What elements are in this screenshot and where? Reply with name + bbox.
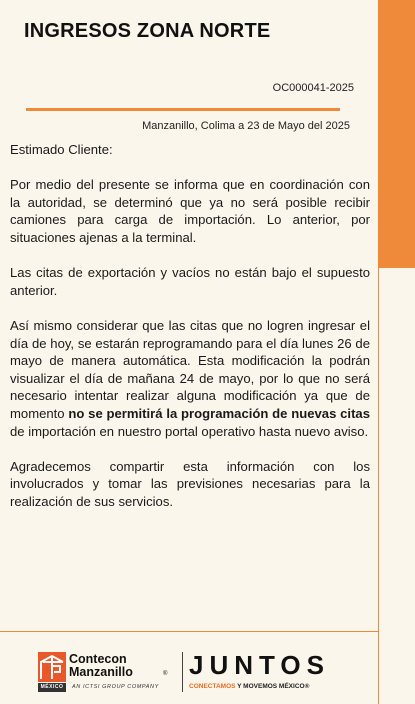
- right-accent-bar: [378, 0, 415, 268]
- juntos-tagline: [189, 683, 309, 690]
- logo-divider: [182, 652, 183, 692]
- header-rule: [26, 108, 340, 111]
- paragraph-3-end: de importación en nuestro portal operativo hasta nuevo aviso.: [10, 423, 369, 439]
- paragraph-3-bold: no se permitirá la programación de nuevas citas: [68, 405, 370, 421]
- footer-rule: [0, 631, 378, 632]
- logo-name-line1: Contecon: [69, 652, 127, 666]
- page-title: INGRESOS ZONA NORTE: [24, 20, 271, 42]
- right-accent-line: [378, 268, 379, 704]
- paragraph-1: Por medio del presente se informa que en coordinación con la autoridad, se determinó que ya no será posible recibir camiones para carga de importación. Lo anterior, por situaciones ajenas a la terminal.: [10, 177, 370, 245]
- juntos-tag-orange: CONECTAMOS: [189, 683, 236, 690]
- juntos-registered-mark: ®: [304, 683, 310, 690]
- greeting: Estimado Cliente:: [10, 142, 113, 157]
- logo-name-line2: Manzanillo: [69, 665, 133, 679]
- letter-body: [10, 141, 370, 528]
- paragraph-2: Las citas de exportación y vacíos no están bajo el supuesto anterior.: [10, 265, 370, 298]
- logo-registered-mark: ®: [163, 671, 168, 677]
- place-date: Manzanillo, Colima a 23 de Mayo del 2025: [142, 120, 350, 132]
- juntos-tag-dark: Y MOVEMOS MÉXICO: [235, 683, 305, 690]
- logo-country: MÉXICO: [38, 683, 66, 692]
- reference-number: OC000041-2025: [272, 82, 354, 94]
- paragraph-3: [10, 317, 370, 440]
- contecon-logo: [38, 652, 180, 694]
- paragraph-4: Agradecemos compartir esta información con los involucrados y tomar las previsiones necesarias para la realización de sus servicios.: [10, 458, 370, 509]
- juntos-word: JUNTOS: [189, 650, 330, 680]
- juntos-logo: [187, 652, 347, 694]
- paragraph-3-start: Así mismo considerar que las citas que no logren ingresar el día de hoy, se estarán reprogramando para el día lunes 26 de mayo de manera automática. Esta modificación la podrán visualizar el día de mañana 24 de mayo, por lo que no será necesario intentar realizar alguna modificación ya que de momento: [10, 317, 370, 421]
- logo-tagline: AN ICTSI GROUP COMPANY: [72, 684, 159, 690]
- crane-icon: [38, 652, 66, 682]
